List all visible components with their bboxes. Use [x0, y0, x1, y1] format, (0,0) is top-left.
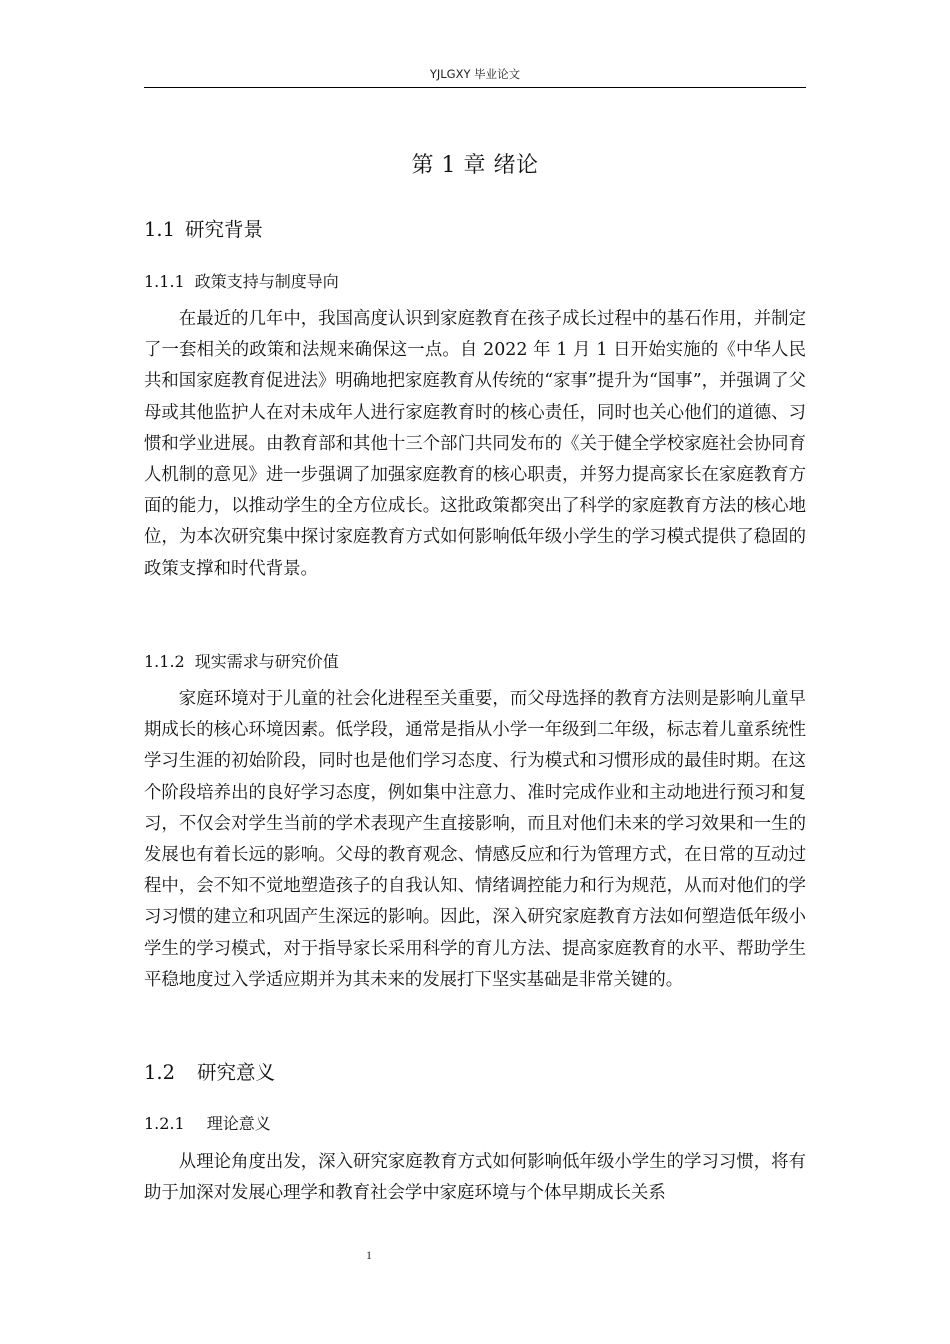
- subsection-title: 现实需求与研究价值: [194, 652, 339, 671]
- paragraph-policy: 在最近的几年中，我国高度认识到家庭教育在孩子成长过程中的基石作用，并制定了一套相关的政策和法规来确保这一点。自 2022 年 1 月 1 日开始实施的《中华人民共和国家庭教育促进法》明确地把家庭教育从传统的“家事”提升为“国事”，并强调了父母或其他监护人在对未成年人进行家庭教育时的核心责任，同时也关心他们的道德、习惯和学业进展。由教育部和其他十三个部门共同发布的《关于健全学校家庭社会协同育人机制的意见》进一步强调了加强家庭教育的核心职责，并努力提高家长在家庭教育方面的能力，以推动学生的全方位成长。这批政策都突出了科学的家庭教育方法的核心地位，为本次研究集中探讨家庭教育方式如何影响低年级小学生的学习模式提供了稳固的政策支撑和时代背景。: [144, 309, 806, 579]
- section-number: 1.1: [144, 218, 176, 241]
- running-header: YJLGXY 毕业论文: [429, 67, 521, 81]
- subsection-number: 1.1.2: [144, 652, 185, 671]
- section-heading-1-1: [144, 214, 263, 242]
- subsection-title: 政策支持与制度导向: [194, 272, 339, 291]
- header-rule: [144, 87, 806, 88]
- subsection-number: 1.1.1: [144, 272, 185, 291]
- subsection-title: 理论意义: [206, 1114, 271, 1133]
- section-number: 1.2: [144, 1061, 176, 1084]
- section-heading-1-2: [144, 1057, 275, 1085]
- paragraph-practical-need: 家庭环境对于儿童的社会化进程至关重要，而父母选择的教育方法则是影响儿童早期成长的核心环境因素。低学段，通常是指从小学一年级到二年级，标志着儿童系统性学习生涯的初始阶段，同时也是他们学习态度、行为模式和习惯形成的最佳时期。在这个阶段培养出的良好学习态度，例如集中注意力、准时完成作业和主动地进行预习和复习，不仅会对学生当前的学术表现产生直接影响，而且对他们未来的学习效果和一生的发展也有着长远的影响。父母的教育观念、情感反应和行为管理方式，在日常的互动过程中，会不知不觉地塑造孩子的自我认知、情绪调控能力和行为规范，从而对他们的学习习惯的建立和巩固产生深远的影响。因此，深入研究家庭教育方法如何塑造低年级小学生的学习模式，对于指导家长采用科学的育儿方法、提高家庭教育的水平、帮助学生平稳地度过入学适应期并为其未来的发展打下坚实基础是非常关键的。: [144, 689, 806, 990]
- subsection-heading-1-1-1: [144, 269, 339, 292]
- page-number: 1: [366, 1248, 372, 1262]
- paragraph-theoretical: 从理论角度出发，深入研究家庭教育方式如何影响低年级小学生的学习习惯，将有助于加深对发展心理学和教育社会学中家庭环境与个体早期成长关系: [144, 1152, 806, 1204]
- subsection-heading-1-1-2: [144, 649, 339, 672]
- section-title: 研究背景: [185, 218, 264, 241]
- subsection-heading-1-2-1: [144, 1111, 271, 1134]
- chapter-title: 第 1 章 绪论: [411, 153, 539, 178]
- subsection-number: 1.2.1: [144, 1114, 185, 1133]
- section-title: 研究意义: [197, 1061, 276, 1084]
